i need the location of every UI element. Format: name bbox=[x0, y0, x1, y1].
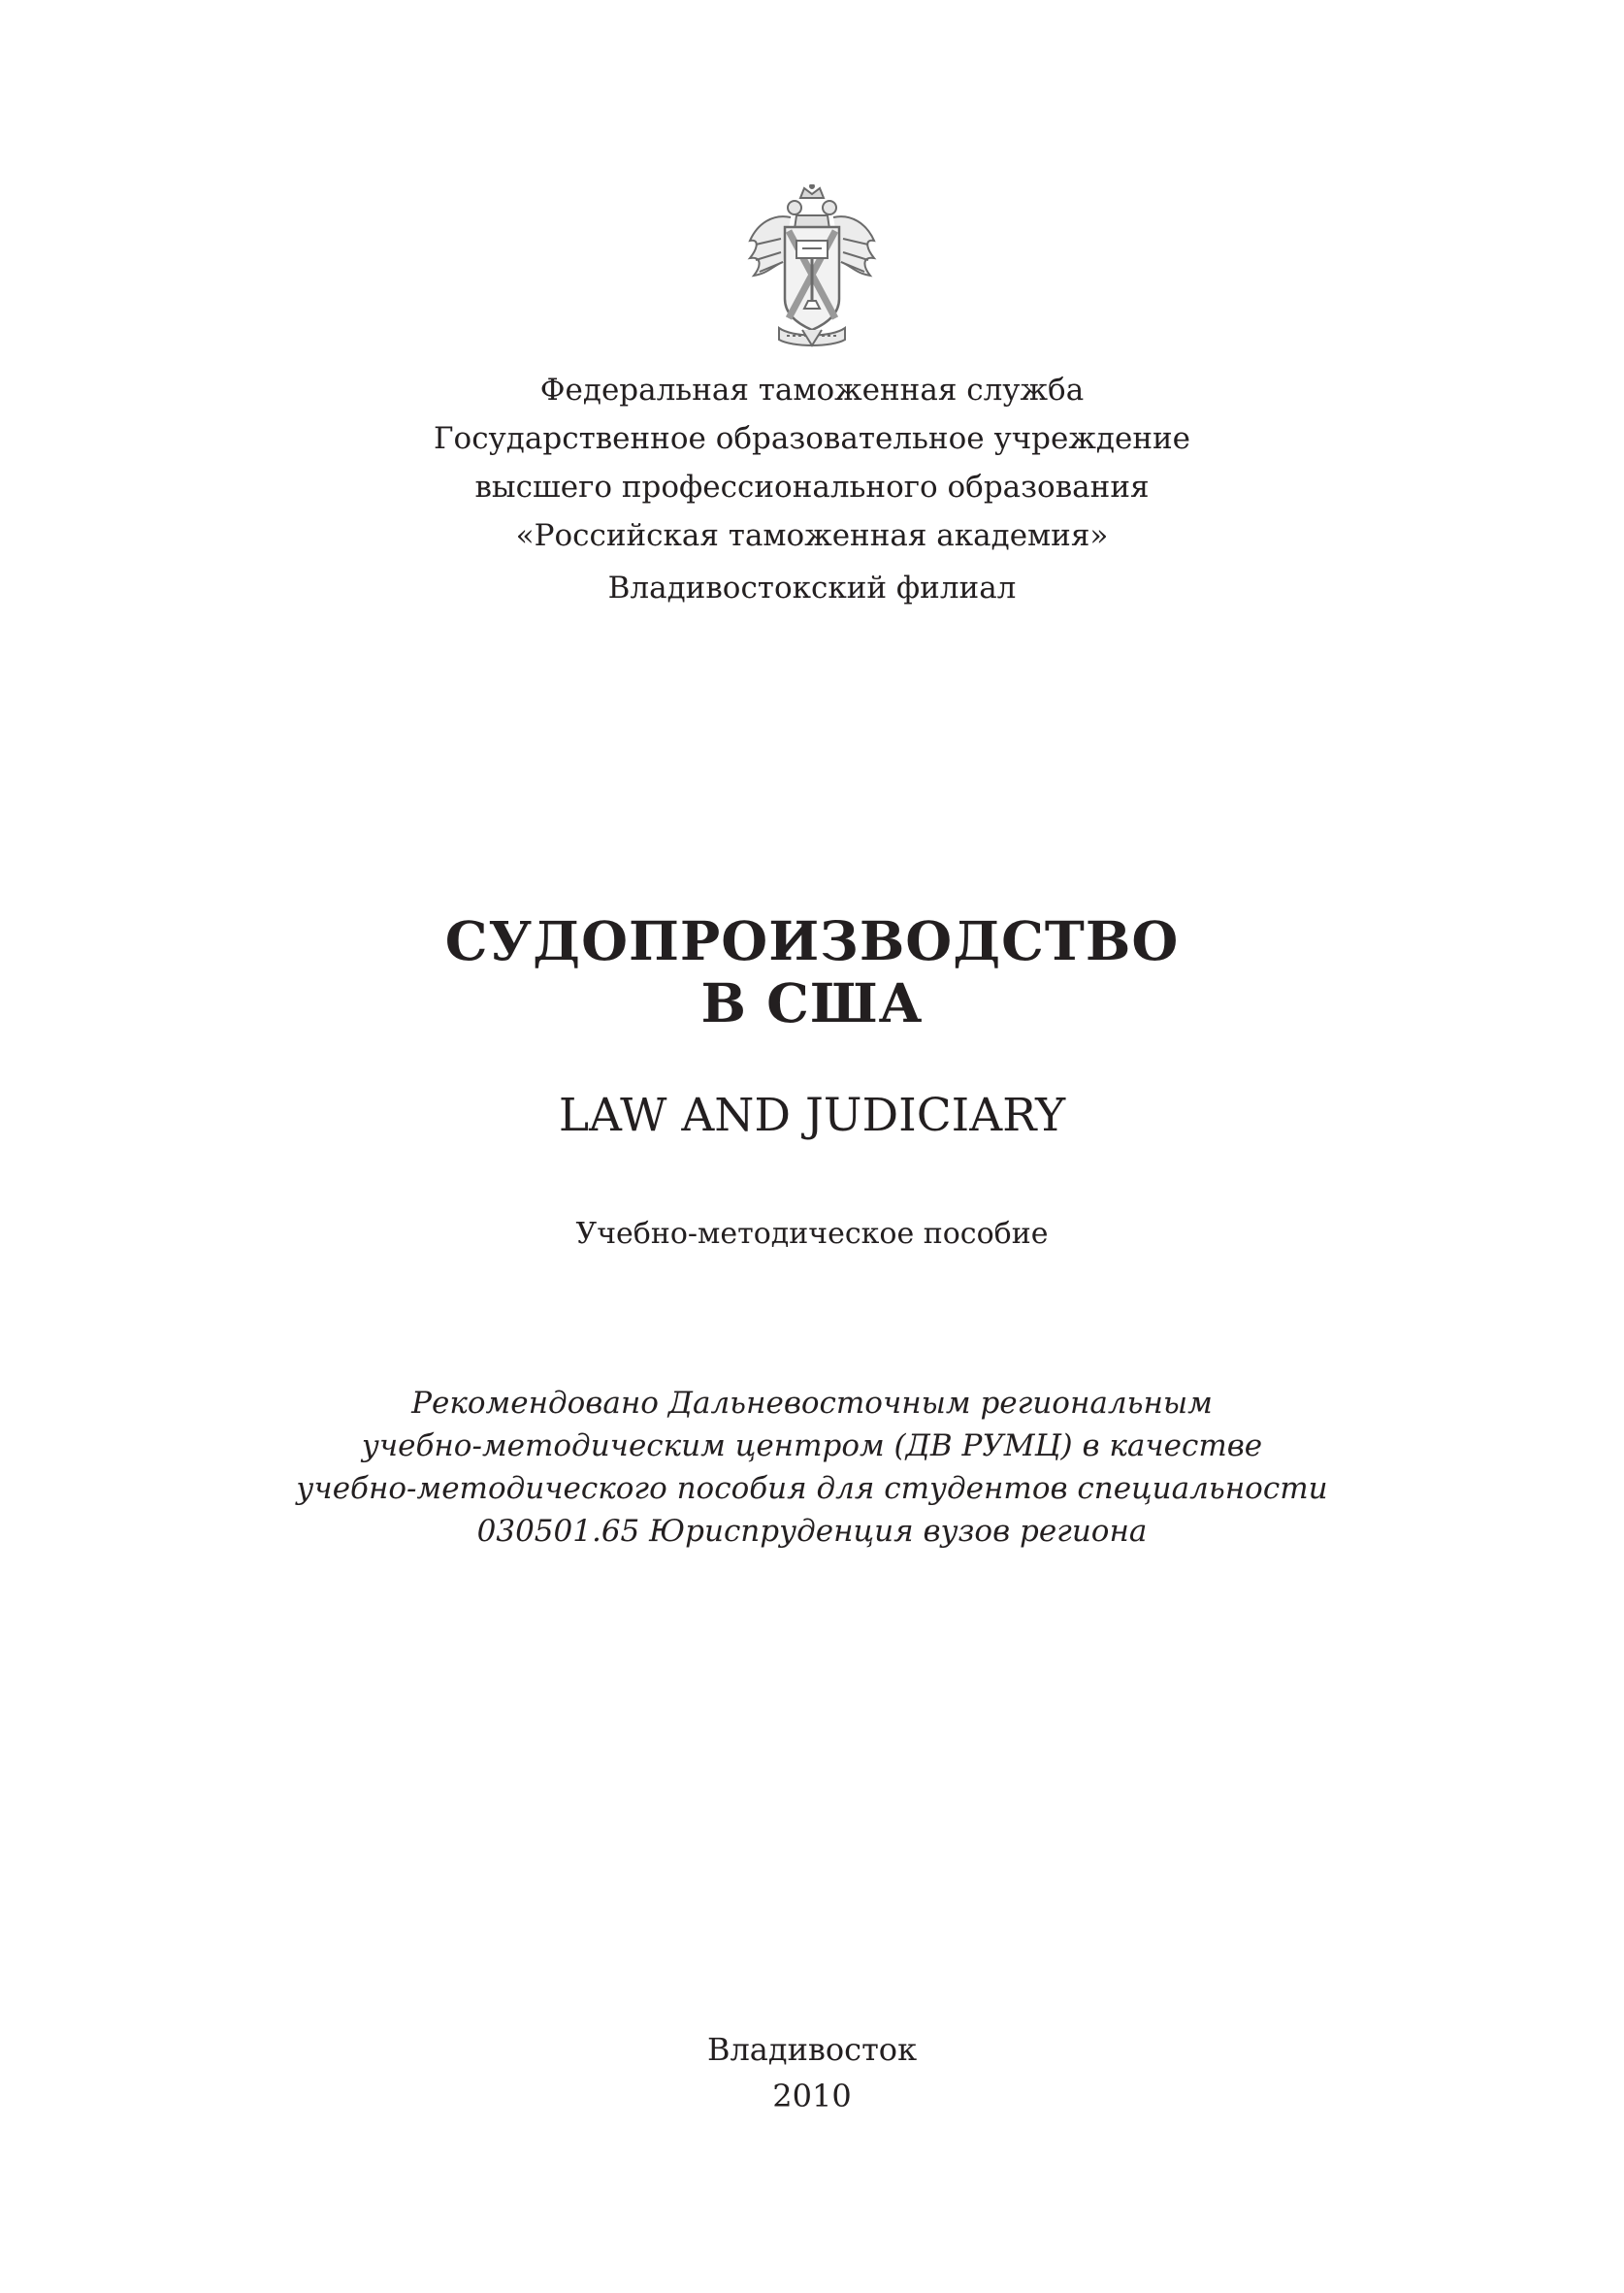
book-title bbox=[0, 910, 1624, 1034]
imprint-city: Владивосток bbox=[706, 2031, 918, 2068]
recommendation-note bbox=[0, 1382, 1624, 1553]
title-line-1: СУДОПРОИЗВОДСТВО bbox=[444, 909, 1180, 972]
recommendation-line: учебно-методического пособия для студентов специальности bbox=[296, 1471, 1328, 1506]
recommendation-line: Рекомендовано Дальневосточным региональным bbox=[411, 1386, 1213, 1421]
organization-line: высшего профессионального образования bbox=[474, 470, 1150, 505]
title-line-2: В США bbox=[700, 971, 924, 1034]
publication-type: Учебно-методическое пособие bbox=[575, 1217, 1049, 1251]
customs-academy-emblem-icon bbox=[744, 184, 880, 349]
organization-line: Государственное образовательное учреждение bbox=[434, 421, 1190, 456]
organization-line: Федеральная таможенная служба bbox=[539, 373, 1085, 408]
branch-name: Владивостокский филиал bbox=[607, 571, 1017, 606]
recommendation-line: учебно-методическим центром (ДВ РУМЦ) в качестве bbox=[361, 1428, 1263, 1463]
organization-block bbox=[0, 366, 1624, 612]
english-title: LAW AND JUDICIARY bbox=[558, 1089, 1066, 1142]
imprint-year: 2010 bbox=[772, 2078, 852, 2114]
imprint bbox=[0, 2026, 1624, 2119]
recommendation-line: 030501.65 Юриспруденция вузов региона bbox=[476, 1514, 1148, 1549]
organization-line: «Российская таможенная академия» bbox=[515, 518, 1109, 553]
